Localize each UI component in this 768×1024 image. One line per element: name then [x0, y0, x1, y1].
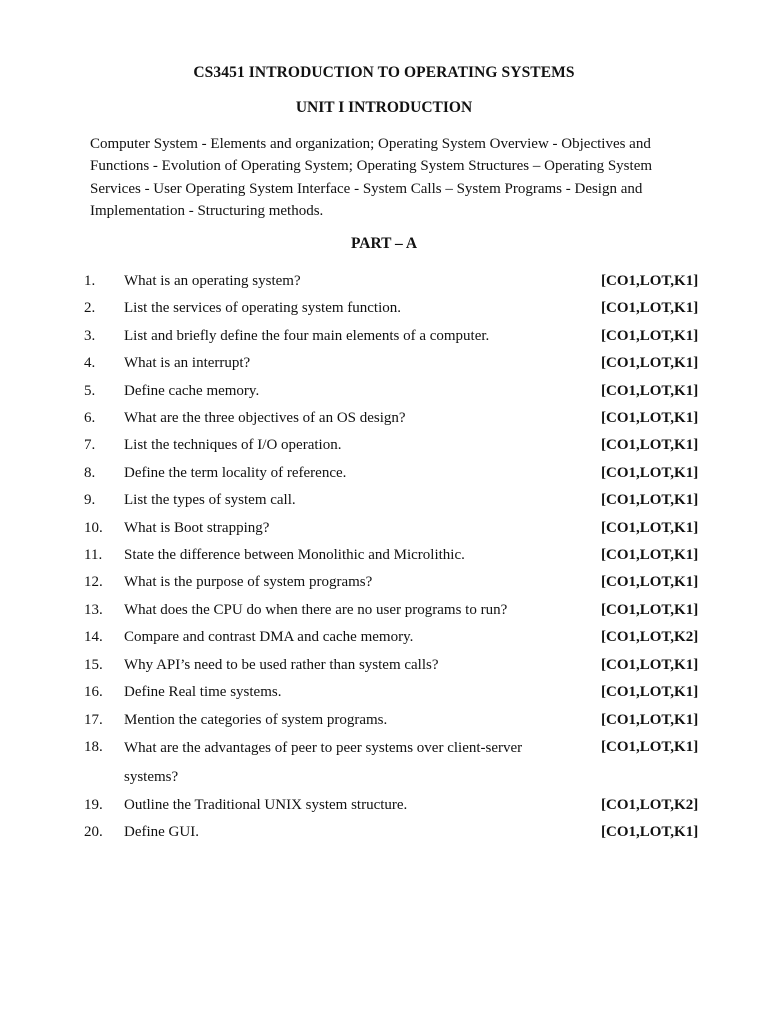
- outcome-tag: [CO1,LOT,K1]: [601, 824, 699, 841]
- question-number: 4.: [84, 355, 96, 372]
- question-item: [0, 792, 768, 819]
- outcome-tag: [CO1,LOT,K1]: [601, 684, 699, 701]
- question-item: [0, 624, 768, 651]
- outcome-tag: [CO1,LOT,K1]: [601, 738, 699, 755]
- question-text: List the services of operating system function.: [124, 300, 402, 317]
- question-text: State the difference between Monolithic and Microlithic.: [124, 547, 465, 564]
- outcome-tag: [CO1,LOT,K1]: [601, 519, 699, 536]
- question-list: [0, 268, 768, 847]
- question-text: Define the term locality of reference.: [124, 464, 347, 481]
- outcome-tag: [CO1,LOT,K1]: [601, 492, 699, 509]
- outcome-tag: [CO1,LOT,K1]: [601, 656, 699, 673]
- question-item: [0, 460, 768, 487]
- question-item: [0, 597, 768, 624]
- question-item: [0, 323, 768, 350]
- question-text: Define cache memory.: [124, 382, 260, 399]
- outcome-tag: [CO1,LOT,K1]: [601, 327, 699, 344]
- question-number: 5.: [84, 382, 96, 399]
- question-item: [0, 378, 768, 405]
- question-number: 20.: [84, 824, 103, 841]
- question-text: List and briefly define the four main elements of a computer.: [124, 327, 490, 344]
- question-number: 2.: [84, 300, 96, 317]
- question-item: [0, 295, 768, 322]
- question-item: [0, 405, 768, 432]
- question-item: [0, 819, 768, 846]
- question-item: [0, 350, 768, 377]
- question-item: [0, 542, 768, 569]
- question-number: 15.: [84, 656, 103, 673]
- outcome-tag: [CO1,LOT,K1]: [601, 273, 699, 289]
- question-item: [0, 432, 768, 459]
- question-number: 6.: [84, 410, 96, 427]
- question-item: [0, 652, 768, 679]
- question-number: 16.: [84, 684, 103, 701]
- question-number: 14.: [84, 629, 103, 646]
- syllabus-paragraph: Computer System - Elements and organization; Operating System Overview - Objectives and Functions - Evolution of Operating System; Operating System Structures – Operating System Services - User Operating System Interface - System Calls – System Programs - Design and Implementation - Structuring methods.: [90, 136, 653, 219]
- question-text: Define Real time systems.: [124, 684, 282, 701]
- question-item: [0, 707, 768, 734]
- outcome-tag: [CO1,LOT,K1]: [601, 300, 699, 317]
- question-text: Mention the categories of system programs.: [124, 711, 388, 728]
- outcome-tag: [CO1,LOT,K1]: [601, 355, 699, 372]
- course-title: CS3451 INTRODUCTION TO OPERATING SYSTEMS: [193, 64, 575, 81]
- outcome-tag: [CO1,LOT,K1]: [601, 547, 699, 564]
- question-number: 18.: [84, 738, 103, 755]
- question-number: 7.: [84, 437, 96, 454]
- question-text: What does the CPU do when there are no user programs to run?: [124, 601, 508, 618]
- outcome-tag: [CO1,LOT,K2]: [601, 796, 699, 813]
- outcome-tag: [CO1,LOT,K1]: [601, 382, 699, 399]
- question-text: Why API’s need to be used rather than system calls?: [124, 656, 439, 673]
- question-number: 13.: [84, 601, 103, 618]
- question-number: 19.: [84, 796, 103, 813]
- question-number: 17.: [84, 711, 103, 728]
- outcome-tag: [CO1,LOT,K1]: [601, 437, 699, 454]
- question-number: 8.: [84, 464, 96, 481]
- question-number: 9.: [84, 492, 96, 509]
- outcome-tag: [CO1,LOT,K1]: [601, 410, 699, 427]
- question-item: [0, 487, 768, 514]
- question-number: 10.: [84, 519, 103, 536]
- outcome-tag: [CO1,LOT,K1]: [601, 464, 699, 481]
- question-item: [0, 679, 768, 706]
- question-text: What are the three objectives of an OS design?: [124, 410, 406, 427]
- question-item: [0, 268, 768, 295]
- question-item: [0, 734, 768, 792]
- question-text: Define GUI.: [124, 824, 199, 841]
- question-number: 1.: [84, 273, 96, 289]
- question-number: 11.: [84, 547, 103, 564]
- question-number: 3.: [84, 327, 96, 344]
- question-number: 12.: [84, 574, 103, 591]
- question-text: What is Boot strapping?: [124, 519, 270, 536]
- question-item: [0, 569, 768, 596]
- question-text: What is an operating system?: [124, 273, 301, 289]
- unit-title: UNIT I INTRODUCTION: [295, 99, 473, 116]
- outcome-tag: [CO1,LOT,K2]: [601, 629, 699, 646]
- outcome-tag: [CO1,LOT,K1]: [601, 574, 699, 591]
- question-text: What is the purpose of system programs?: [124, 574, 373, 591]
- part-heading: PART – A: [350, 235, 418, 252]
- outcome-tag: [CO1,LOT,K1]: [601, 601, 699, 618]
- question-text: Outline the Traditional UNIX system structure.: [124, 796, 408, 813]
- question-item: [0, 515, 768, 542]
- question-text: What is an interrupt?: [124, 355, 251, 372]
- question-text: What are the advantages of peer to peer systems over client-server systems?: [124, 739, 523, 785]
- question-text: List the types of system call.: [124, 492, 296, 509]
- question-text: List the techniques of I/O operation.: [124, 437, 342, 454]
- outcome-tag: [CO1,LOT,K1]: [601, 711, 699, 728]
- question-text: Compare and contrast DMA and cache memory.: [124, 629, 414, 646]
